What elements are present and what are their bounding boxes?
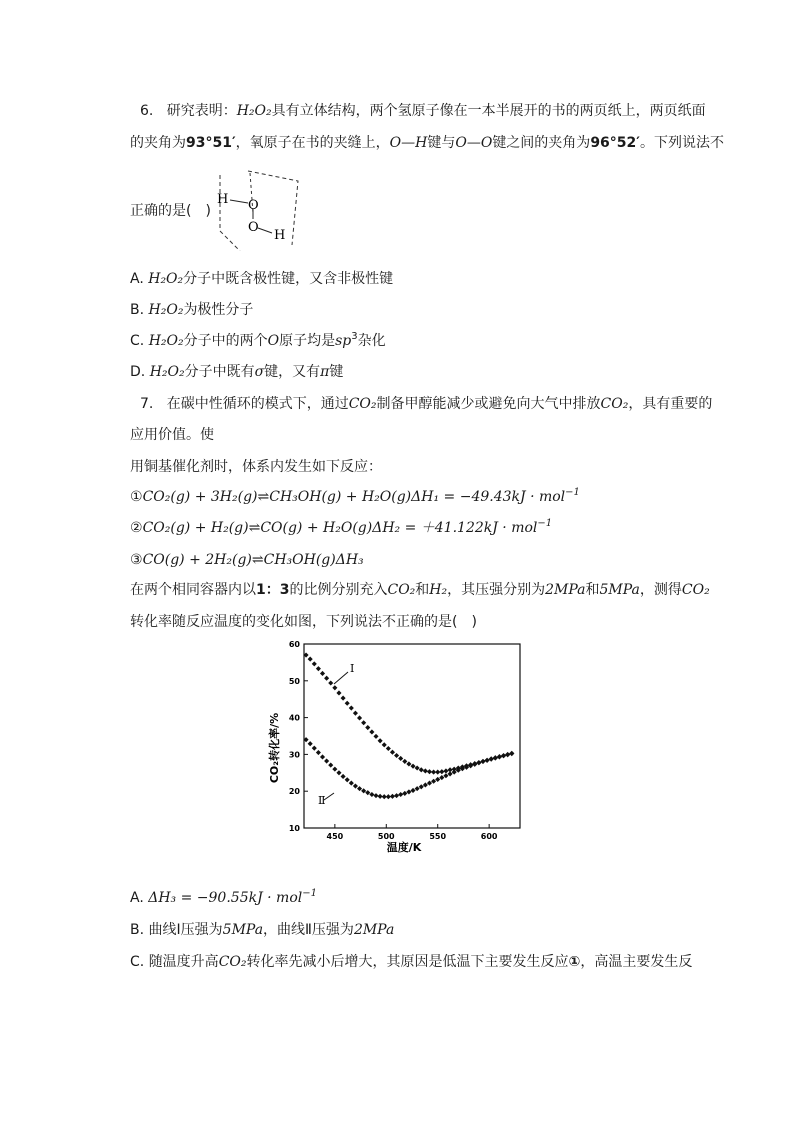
series-1-point (439, 769, 444, 774)
series-1-point (378, 738, 383, 743)
series-2-point (336, 770, 341, 775)
q6-h2o2: H₂O₂ (149, 364, 185, 380)
q6-angle-1: 93°51′ (186, 135, 236, 151)
x-tick-label: 500 (377, 832, 395, 841)
x-tick-label: 550 (429, 832, 447, 841)
q7-ratio: 1：3 (256, 582, 290, 598)
q7-text: 和 (415, 582, 430, 598)
option-text: 分子中既有 (184, 364, 255, 380)
q7-number: 7. (140, 396, 154, 412)
series-2-point (341, 774, 346, 779)
series-2-point (390, 794, 395, 799)
y-axis-label: CO₂转化率/% (268, 712, 281, 784)
series-2-point (493, 755, 498, 760)
option-text: 曲线Ⅰ压强为 (148, 922, 223, 938)
option-math: O (267, 333, 280, 349)
q6-angle-2: 96°52′ (590, 135, 640, 151)
q6-text: 的夹角为 (130, 135, 186, 151)
series-2-point (501, 753, 506, 758)
reaction-mark: ① (130, 489, 143, 505)
plot-frame (304, 644, 520, 828)
q7-text: 在两个相同容器内以 (130, 582, 256, 598)
series-2-point (357, 786, 362, 791)
series-2-point (485, 758, 490, 763)
option-label: A. (130, 890, 144, 906)
series-2-point (509, 751, 514, 756)
option-math: 2MPa (353, 922, 395, 938)
reaction-equation: CO₂(g) + 3H₂(g)⇌CH₃OH(g) + H₂O(g)ΔH₁ = −49.43kJ · mol (142, 489, 566, 505)
option-math: π (320, 364, 330, 380)
option-text: 随温度升高 (148, 954, 219, 970)
series-1-point (361, 720, 366, 725)
series-1-point (427, 769, 432, 774)
series-1-point (349, 705, 354, 710)
series-1-point (320, 671, 325, 676)
q6-line-3: 正确的是( ) (130, 203, 211, 219)
option-mark: ① (568, 954, 581, 970)
y-tick-label: 10 (288, 824, 300, 833)
option-text: ，曲线Ⅱ压强为 (263, 922, 354, 938)
option-math: ΔH₃ = −90.55kJ · mol (148, 890, 303, 906)
option-text: 转化率先减小后增大，其原因是低温下主要发生反应 (246, 954, 569, 970)
chart-points (304, 652, 515, 799)
diagram-bond-h-o (230, 200, 248, 203)
co2-conversion-chart (268, 638, 530, 858)
series-2-point (497, 754, 502, 759)
series-2-point (349, 781, 354, 786)
q6-h2o2: H₂O₂ (236, 103, 272, 119)
series-1-point (373, 734, 378, 739)
q6-option-b[interactable] (130, 300, 253, 320)
option-label: C. (130, 954, 145, 970)
x-tick-label: 600 (480, 832, 498, 841)
series-1-point (406, 761, 411, 766)
option-text: 杂化 (357, 333, 386, 349)
option-superscript: −1 (302, 888, 317, 899)
q7-co2: CO₂ (348, 396, 377, 412)
y-tick-label: 40 (288, 713, 300, 723)
q7-text: ，测得 (639, 582, 682, 598)
option-math: sp (335, 333, 352, 349)
q6-text: 键之间的夹角为 (492, 135, 591, 151)
series-1-point (390, 750, 395, 755)
q6-text: 具有立体结构，两个氢原子像在一本半展开的书的两页纸上，两页纸面 (271, 103, 706, 119)
series-1-point (382, 742, 387, 747)
q7-line-3: 用铜基催化剂时，体系内发生如下反应： (130, 459, 382, 475)
reaction-mark: ③ (130, 552, 143, 568)
reaction-2 (130, 518, 552, 540)
reaction-3 (130, 550, 364, 570)
q6-text: 。下列说法不 (639, 135, 724, 151)
q6-text: 键与 (427, 135, 456, 151)
series-2-point (386, 794, 391, 799)
series-2-point (394, 793, 399, 798)
series-1-point (357, 715, 362, 720)
series-2-point (476, 760, 481, 765)
diagram-label-o2: O (248, 220, 259, 235)
q7-line-5: 转化率随反应温度的变化如图，下列说法不正确的是( ) (130, 614, 477, 630)
series-1-point (345, 701, 350, 706)
q7-pressure-1: 2MPa (545, 582, 586, 598)
q6-option-d[interactable] (130, 362, 343, 382)
q7-h2: H₂ (429, 582, 448, 598)
series-1-point (386, 746, 391, 751)
q6-text: ，氧原子在书的夹缝上， (235, 135, 390, 151)
series-1-point (423, 768, 428, 773)
option-text: 分子中既含极性键，又含非极性键 (183, 271, 394, 287)
q6-number: 6. (140, 103, 154, 119)
q7-text: 的比例分别充入 (289, 582, 388, 598)
diagram-left-page (220, 175, 240, 251)
q6-option-c[interactable] (130, 331, 386, 353)
reaction-equation: CO₂(g) + H₂(g)⇌CO(g) + H₂O(g)ΔH₂ = ＋41.122kJ · mol (142, 520, 538, 536)
series-1-point (308, 657, 313, 662)
option-math: CO₂ (218, 954, 247, 970)
series-2-point (345, 777, 350, 782)
series-1-point (353, 711, 358, 716)
option-text: 键 (329, 364, 344, 380)
q6-h2o2: H₂O₂ (148, 302, 184, 318)
series-2-point (480, 759, 485, 764)
option-text: 分子中的两个 (183, 333, 268, 349)
series-2-point (353, 784, 358, 789)
option-label: C. (130, 333, 145, 349)
series-1-point (341, 696, 346, 701)
option-text: ，高温主要发生反 (580, 954, 693, 970)
series-1-point (435, 770, 440, 775)
reaction-equation: CO(g) + 2H₂(g)⇌CH₃OH(g)ΔH₃ (142, 552, 364, 568)
option-text: 键，又有 (264, 364, 321, 380)
option-label: A. (130, 271, 144, 287)
y-tick-label: 50 (288, 676, 300, 686)
q7-option-a[interactable] (130, 888, 317, 910)
q6-bond-oo: O—O (455, 135, 493, 151)
series-2-point (328, 763, 333, 768)
y-tick-label: 60 (288, 640, 300, 649)
q7-line-1 (140, 394, 712, 414)
series-2-point (489, 756, 494, 761)
q6-h2o2: H₂O₂ (148, 271, 184, 287)
option-label: B. (130, 302, 145, 318)
series-1-point (332, 685, 337, 690)
series-1-point (398, 756, 403, 761)
series-1-point (365, 725, 370, 730)
option-math: 5MPa (222, 922, 264, 938)
h2o2-structure-diagram (208, 165, 304, 251)
series-2-point (316, 750, 321, 755)
option-text: 原子均是 (279, 333, 336, 349)
series-1-point (443, 768, 448, 773)
diagram-label-o1: O (248, 198, 259, 213)
option-math: σ (254, 364, 265, 380)
q7-text: ，其压强分别为 (447, 582, 546, 598)
q7-co2: CO₂ (681, 582, 710, 598)
reaction-superscript: −1 (537, 518, 553, 529)
series-2-point (312, 746, 317, 751)
series-2-point (505, 752, 510, 757)
q7-pressure-2: 5MPa (599, 582, 640, 598)
series-2-point (320, 754, 325, 759)
curve-1-label: Ⅰ (350, 662, 355, 675)
series-1-point (402, 759, 407, 764)
series-2-point (332, 767, 337, 772)
q6-line-1 (140, 101, 706, 121)
reaction-mark: ② (130, 520, 143, 536)
series-1-point (324, 676, 329, 681)
q7-co2: CO₂ (600, 396, 629, 412)
series-1-point (394, 753, 399, 758)
chart-axes (289, 640, 520, 841)
series-2-point (398, 792, 403, 797)
y-tick-label: 30 (288, 750, 300, 760)
y-tick-label: 20 (288, 787, 300, 797)
q7-text: 和 (585, 582, 600, 598)
series-2-point (378, 794, 383, 799)
reaction-superscript: −1 (565, 487, 580, 498)
series-1-point (328, 680, 333, 685)
q7-option-c[interactable] (130, 952, 692, 972)
q7-co2: CO₂ (387, 582, 416, 598)
q6-bond-oh: O—H (389, 135, 428, 151)
curve-2-leader (324, 793, 334, 800)
series-2-point (373, 793, 378, 798)
curve-1-leader (334, 672, 348, 684)
series-1-point (312, 661, 317, 666)
q6-h2o2: H₂O₂ (148, 333, 184, 349)
series-1-point (336, 690, 341, 695)
q7-option-b[interactable] (130, 920, 394, 940)
q6-text: 研究表明： (166, 103, 237, 119)
diagram-label-h1: H (217, 192, 229, 207)
option-label: B. (130, 922, 145, 938)
reaction-1 (130, 487, 580, 509)
series-2-point (308, 741, 313, 746)
curve-2-label: Ⅱ (318, 794, 326, 807)
x-axis-label: 温度/K (386, 841, 422, 854)
q7-text: ，具有重要的 (628, 396, 713, 412)
q7-text: 制备甲醇能减少或避免向大气中排放 (376, 396, 601, 412)
series-1-point (369, 729, 374, 734)
series-1-point (316, 666, 321, 671)
q6-option-a[interactable] (130, 269, 393, 289)
q7-line-4 (130, 580, 710, 600)
x-tick-label: 450 (326, 832, 344, 841)
q6-line-2 (130, 133, 724, 153)
series-2-point (406, 789, 411, 794)
q7-text: 在碳中性循环的模式下，通过 (166, 396, 349, 412)
q7-line-2: 应用价值。使 (130, 427, 214, 443)
option-superscript: 3 (351, 331, 358, 342)
series-2-point (402, 791, 407, 796)
series-2-point (324, 758, 329, 763)
option-label: D. (130, 364, 146, 380)
option-text: 为极性分子 (183, 302, 254, 318)
diagram-label-h2: H (274, 228, 286, 243)
diagram-bond-o-h (258, 228, 272, 233)
